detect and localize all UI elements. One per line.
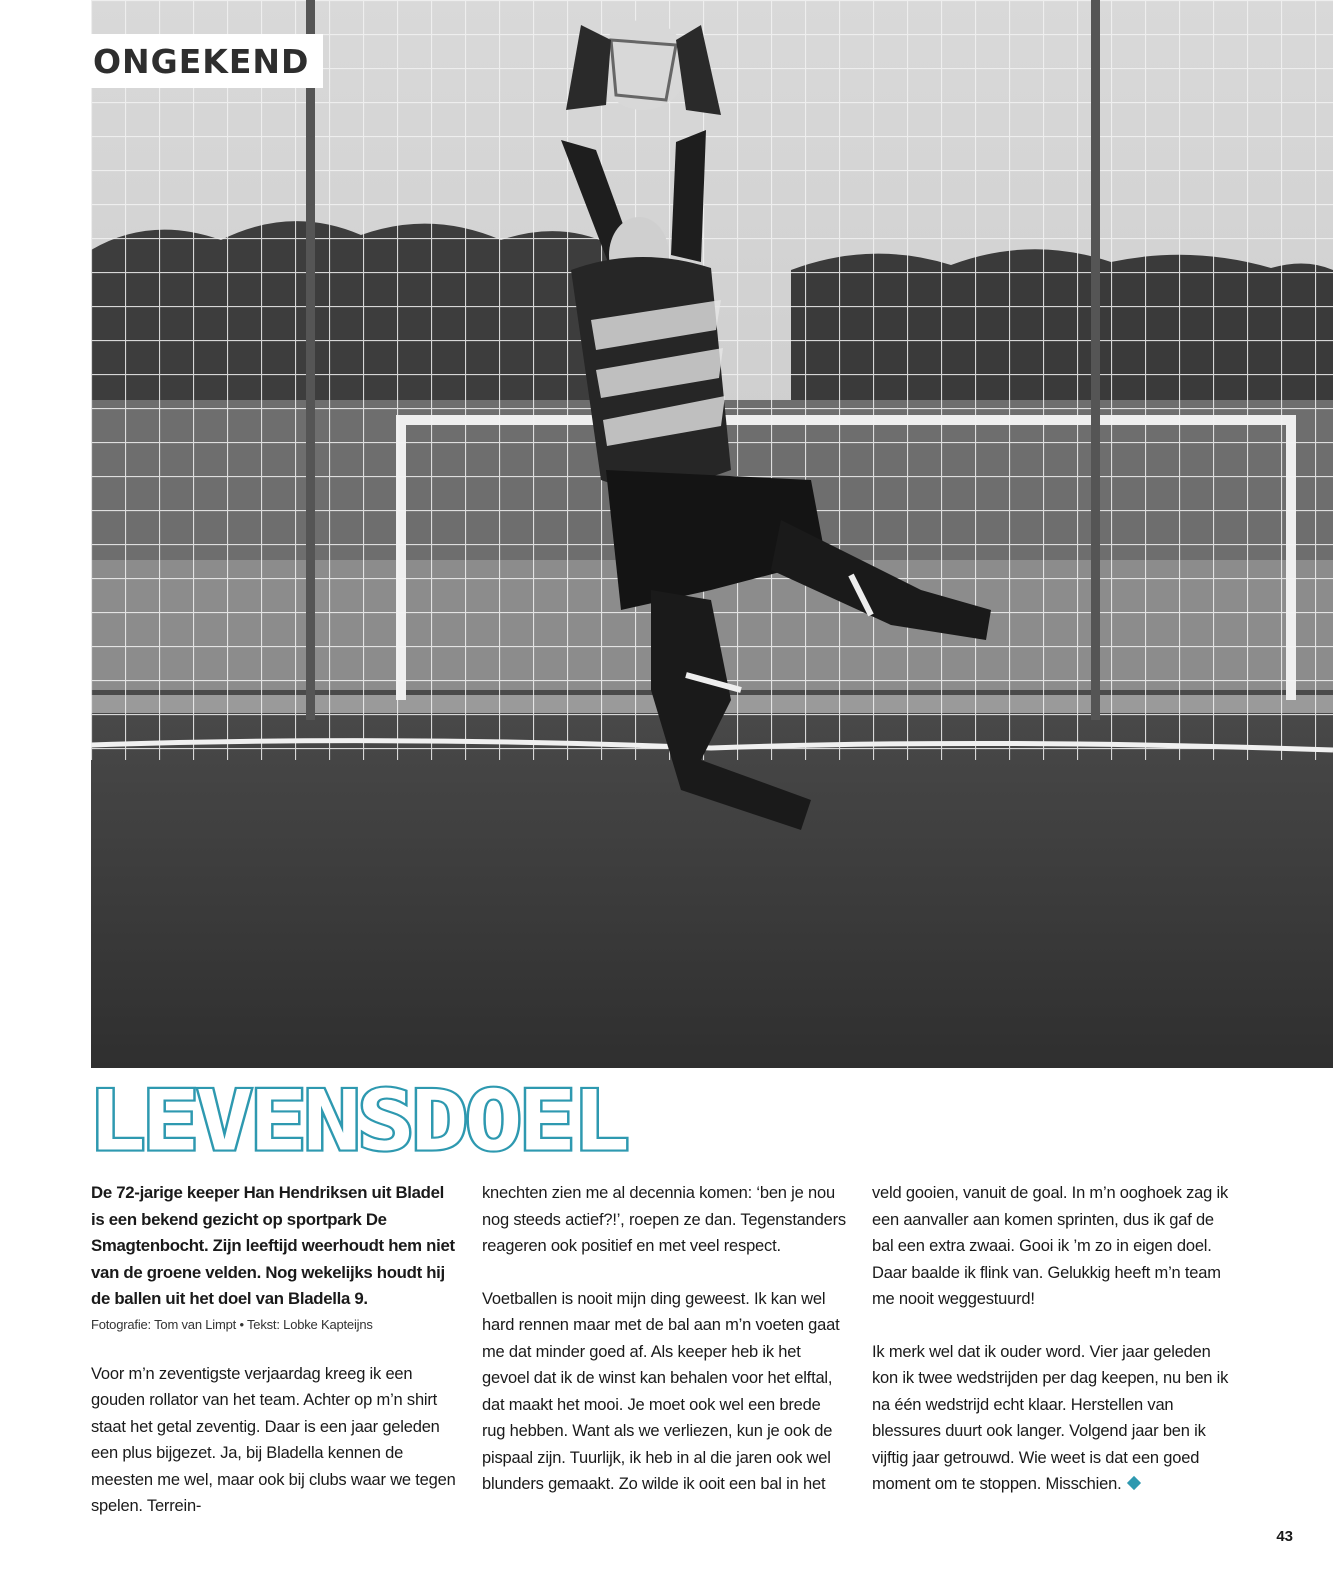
intro-paragraph: De 72-jarige keeper Han Hendriksen uit Bladel is een bekend gezicht op sportpark De Smagtenbocht. Zijn leeftijd weerhoudt hem niet van de groene velden. Nog wekelijks houdt hij de ballen uit het doel van Bladella 9.	[91, 1183, 455, 1308]
hero-photo	[91, 0, 1333, 1068]
diamond-icon	[1127, 1476, 1141, 1490]
text-column-1	[91, 1180, 456, 1520]
section-label: ONGEKEND	[91, 34, 323, 88]
body-paragraph: veld gooien, vanuit de goal. In m’n ooghoek zag ik een aanvaller aan komen sprinten, dus ik gaf de bal een extra zwaai. Gooi ik ’m zo in eigen doel. Daar baalde ik flink van. Gelukkig heeft m’n team me nooit weggestuurd!	[872, 1184, 1228, 1308]
headline: LEVENSDOEL	[88, 1073, 626, 1170]
body-paragraph	[872, 1339, 1237, 1498]
closing-text: Ik merk wel dat ik ouder word. Vier jaar geleden kon ik twee wedstrijden per dag keepen, nu ben ik na één wedstrijd echt klaar. Herstellen van blessures duurt ook langer. Volgend jaar ben ik vijftig jaar getrouwd. Wie weet is dat een goed moment om te stoppen. Misschien.	[872, 1342, 1229, 1493]
credits: Fotografie: Tom van Limpt • Tekst: Lobke Kapteijns	[91, 1316, 373, 1332]
text-column-2	[482, 1180, 847, 1498]
body-paragraph: Voor m’n zeventigste verjaardag kreeg ik een gouden rollator van het team. Achter op m’n shirt staat het getal zeventig. Daar is een jaar geleden een plus bijgezet. Ja, bij Bladella kennen de meesten me wel, maar ook bij clubs waar we tegen spelen. Terrein-	[91, 1364, 456, 1515]
body-paragraph: knechten zien me al decennia komen: ‘ben je nou nog steeds actief?!’, roepen ze dan. Tegenstanders reageren ook positief en met veel respect.	[482, 1184, 846, 1255]
text-column-3	[872, 1180, 1237, 1498]
page-number: 43	[1276, 1528, 1293, 1545]
body-paragraph: Voetballen is nooit mijn ding geweest. Ik kan wel hard rennen maar met de bal aan m’n voeten gaat me dat minder goed af. Als keeper heb ik het gevoel dat ik de winst kan behalen voor het elftal, dat maakt het mooi. Je moet ook wel een brede rug hebben. Want als we verliezen, kun je ook de pispaal zijn. Tuurlijk, ik heb in al die jaren ook wel blunders gemaakt. Zo wilde ik ooit een bal in het	[482, 1289, 840, 1493]
